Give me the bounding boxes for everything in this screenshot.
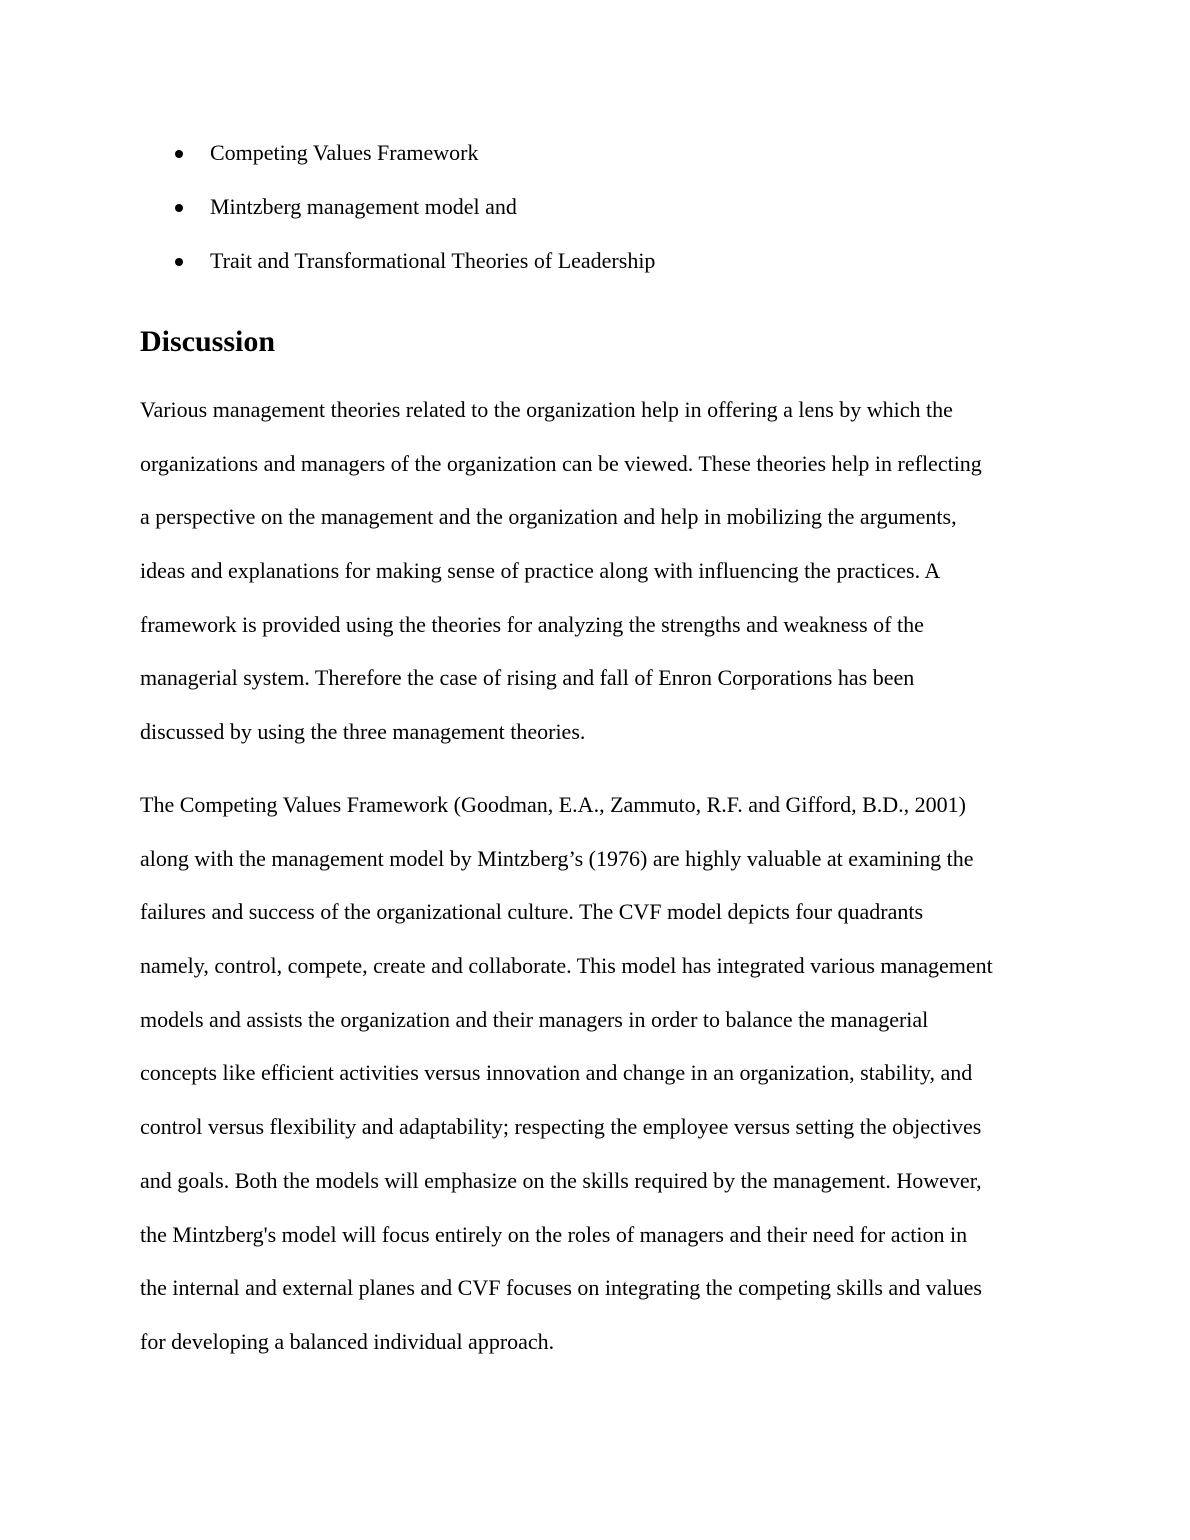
bullet-icon — [175, 150, 183, 158]
paragraph-line: discussed by using the three management theories. — [140, 719, 586, 745]
paragraph-line: control versus flexibility and adaptability; respecting the employee versus setting the objectives — [140, 1114, 982, 1140]
paragraph-line: Various management theories related to the organization help in offering a lens by which the — [140, 397, 953, 422]
paragraph-line: a perspective on the management and the organization and help in mobilizing the arguments, — [140, 504, 957, 530]
list-item-text: Mintzberg management model and — [210, 194, 517, 219]
paragraph-line: organizations and managers of the organization can be viewed. These theories help in reflecting — [140, 450, 982, 476]
bullet-icon — [175, 258, 183, 266]
bullet-icon — [175, 204, 183, 212]
paragraph-cvf — [140, 788, 1050, 1379]
paragraph-line: failures and success of the organizational culture. The CVF model depicts four quadrants — [140, 899, 924, 925]
paragraph-line: models and assists the organization and their managers in order to balance the managerial — [140, 1006, 929, 1032]
paragraph-line: the Mintzberg's model will focus entirely on the roles of managers and their need for action in — [140, 1221, 968, 1247]
paragraph-line: for developing a balanced individual approach. — [140, 1328, 555, 1354]
paragraph-line: and goals. Both the models will emphasize on the skills required by the management. However, — [140, 1167, 982, 1193]
list-item-text: Trait and Transformational Theories of Leadership — [210, 248, 656, 273]
paragraph-line: The Competing Values Framework (Goodman, E.A., Zammuto, R.F. and Gifford, B.D., 2001) — [140, 792, 966, 817]
paragraph-line: managerial system. Therefore the case of rising and fall of Enron Corporations has been — [140, 665, 915, 691]
section-heading: Discussion — [140, 325, 276, 358]
paragraph-intro — [140, 393, 1050, 769]
paragraph-line: along with the management model by Mintzberg’s (1976) are highly valuable at examining the — [140, 845, 974, 871]
paragraph-line: concepts like efficient activities versus innovation and change in an organization, stability, and — [140, 1060, 973, 1086]
paragraph-line: the internal and external planes and CVF focuses on integrating the competing skills and values — [140, 1275, 982, 1301]
list-item-text: Competing Values Framework — [210, 140, 479, 165]
paragraph-line: framework is provided using the theories for analyzing the strengths and weakness of the — [140, 611, 924, 637]
paragraph-line: namely, control, compete, create and collaborate. This model has integrated various management — [140, 953, 993, 979]
paragraph-line: ideas and explanations for making sense of practice along with influencing the practices. A — [140, 558, 941, 584]
